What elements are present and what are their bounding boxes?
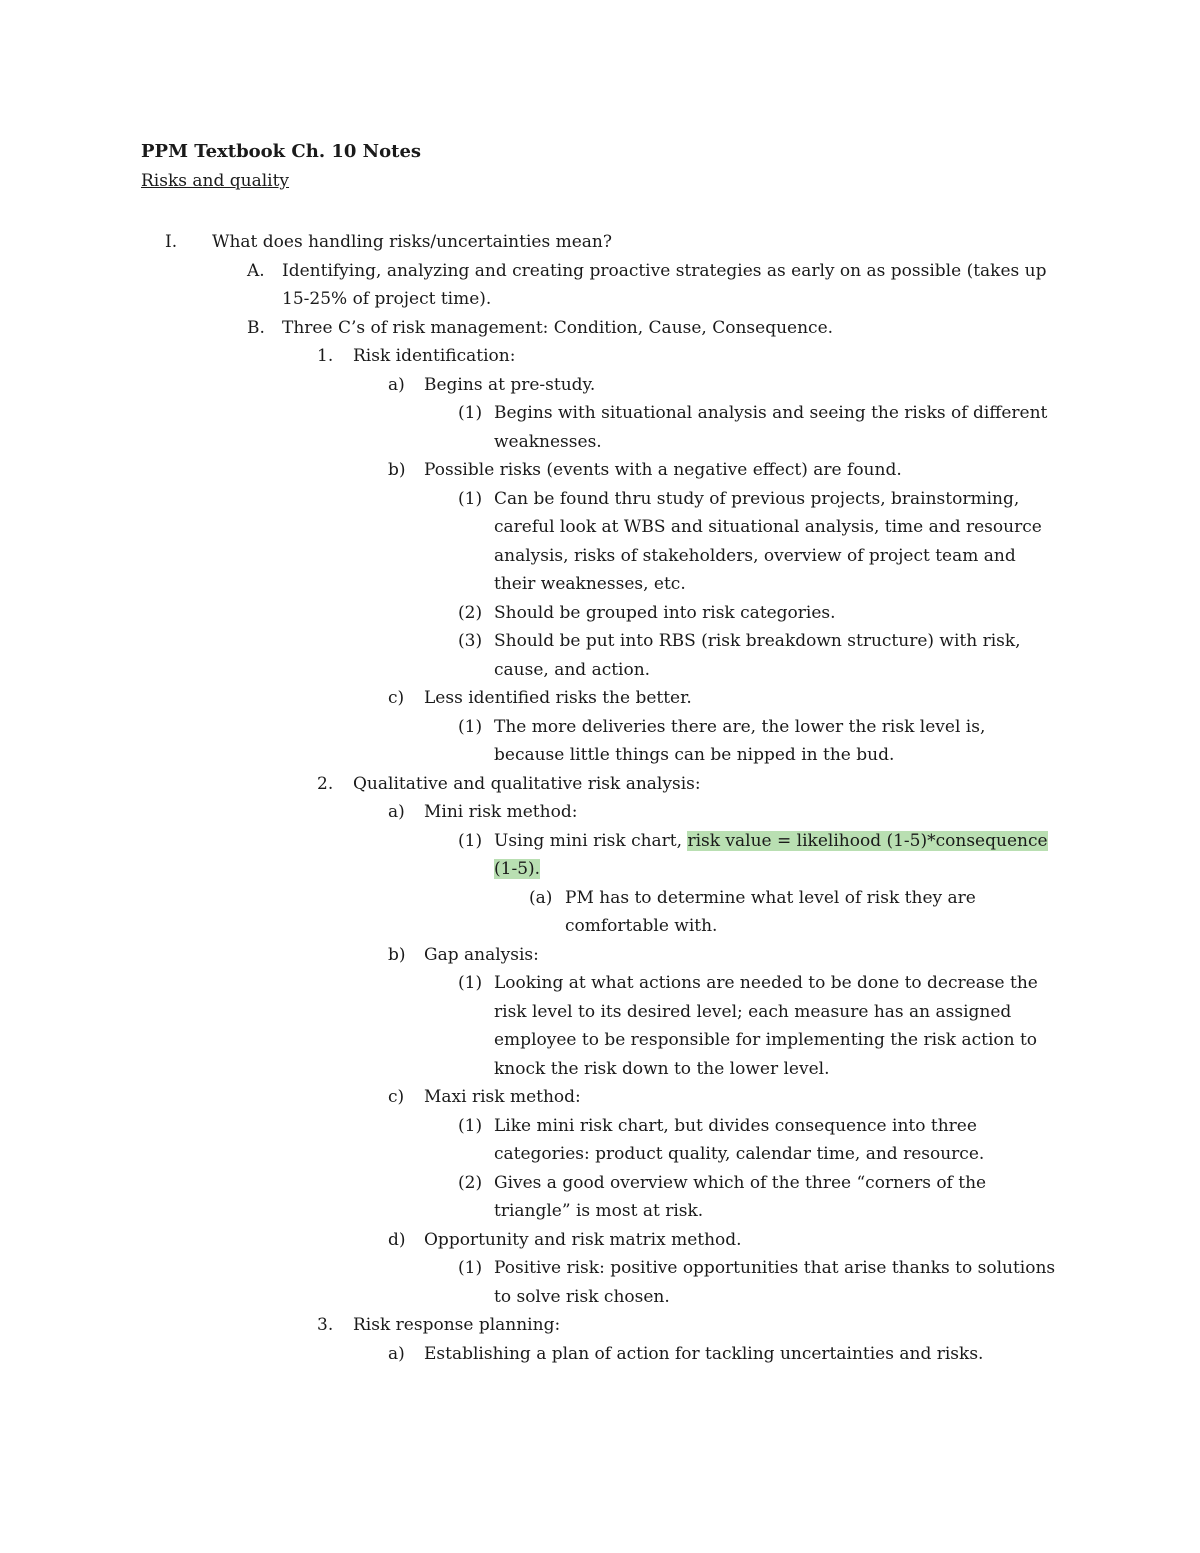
outline-item — [0, 1226, 1058, 1255]
outline-item-text — [565, 884, 1058, 941]
item-text: Looking at what actions are needed to be done to decrease the risk level to its desired level; each measure has an assigned employee to be responsible for implementing the risk action to knock the risk down to the lower level. — [494, 973, 1038, 1079]
outline-item-text — [494, 969, 1058, 1083]
list-marker: (1) — [458, 1258, 483, 1278]
list-marker: a) — [388, 1343, 405, 1364]
item-text: Risk response planning: — [353, 1315, 561, 1335]
list-marker: a) — [388, 374, 405, 395]
item-text: Begins at pre-study. — [424, 374, 596, 395]
item-text: Opportunity and risk matrix method. — [424, 1229, 742, 1250]
item-text: Qualitative and qualitative risk analysis: — [353, 773, 701, 794]
outline-item — [0, 228, 1058, 257]
outline-item-text — [353, 342, 1058, 371]
item-text: Like mini risk chart, but divides consequence into three categories: product quality, calendar time, and resource. — [494, 1115, 985, 1164]
outline-item-text — [494, 485, 1058, 599]
outline-item — [0, 456, 1058, 485]
outline-item-text — [494, 827, 1058, 884]
list-marker: I. — [165, 232, 178, 252]
item-text: Three C’s of risk management: Condition, Cause, Consequence. — [282, 317, 834, 338]
document-subtitle: Risks and quality — [141, 171, 290, 191]
outline-item — [0, 969, 1058, 1083]
list-marker: 3. — [317, 1315, 334, 1335]
outline-item — [0, 627, 1058, 684]
list-marker: A. — [247, 260, 265, 281]
list-marker: a) — [388, 802, 405, 822]
list-marker: (3) — [458, 631, 483, 651]
list-marker: (2) — [458, 1172, 483, 1193]
outline-item — [0, 342, 1058, 371]
item-text: Can be found thru study of previous projects, brainstorming, careful look at WBS and situational analysis, time and resource analysis, risks of stakeholders, overview of project team and their weaknesses, etc. — [494, 488, 1042, 594]
outline-item — [0, 884, 1058, 941]
item-text: Gap analysis: — [424, 944, 539, 965]
outline-item-text — [494, 1112, 1058, 1169]
outline-item — [0, 770, 1058, 799]
list-marker: (1) — [458, 403, 483, 423]
outline-item — [0, 1340, 1058, 1369]
outline-item-text — [424, 1340, 1058, 1369]
list-marker: (1) — [458, 716, 483, 737]
item-text: Gives a good overview which of the three “corners of the triangle” is most at risk. — [494, 1172, 987, 1221]
outline-item-text — [424, 371, 1058, 400]
outline-item-text — [494, 627, 1058, 684]
list-marker: B. — [247, 317, 265, 338]
list-marker: c) — [388, 688, 405, 708]
outline-item — [0, 827, 1058, 884]
outline-item-text — [353, 1311, 1058, 1340]
outline-item-text — [282, 257, 1058, 314]
list-marker: 1. — [317, 346, 334, 366]
outline-item-text — [424, 941, 1058, 970]
outline-item — [0, 599, 1058, 628]
outline-item-text — [282, 314, 1058, 343]
list-marker: (1) — [458, 830, 483, 851]
outline-item — [0, 713, 1058, 770]
list-marker: (1) — [458, 488, 483, 509]
item-text: What does handling risks/uncertainties mean? — [212, 232, 612, 252]
list-marker: (a) — [529, 887, 553, 908]
outline-item — [0, 1112, 1058, 1169]
list-marker: b) — [388, 944, 406, 965]
outline-item-text — [424, 684, 1058, 713]
outline-item-text — [424, 1226, 1058, 1255]
outline-item — [0, 371, 1058, 400]
outline-item — [0, 684, 1058, 713]
item-text: Less identified risks the better. — [424, 688, 692, 708]
outline-item-text — [494, 399, 1058, 456]
list-marker: c) — [388, 1087, 405, 1107]
item-text: Identifying, analyzing and creating proactive strategies as early on as possible (takes up 15-25% of project time). — [282, 260, 1047, 309]
outline-item — [0, 1311, 1058, 1340]
document-title: PPM Textbook Ch. 10 Notes — [141, 141, 422, 162]
highlighted-formula: risk value = likelihood (1-5)*consequence (1-5). — [494, 830, 1048, 879]
outline-item — [0, 485, 1058, 599]
item-text: Mini risk method: — [424, 802, 578, 822]
outline-item — [0, 1254, 1058, 1311]
item-text: Using mini risk chart, — [494, 830, 688, 851]
item-text: The more deliveries there are, the lower the risk level is, because little things can be nipped in the bud. — [494, 716, 986, 765]
item-text: Risk identification: — [353, 346, 516, 366]
item-text: PM has to determine what level of risk they are comfortable with. — [565, 887, 976, 936]
list-marker: (1) — [458, 973, 483, 993]
item-text: Establishing a plan of action for tackling uncertainties and risks. — [424, 1343, 984, 1364]
outline-item — [0, 798, 1058, 827]
list-marker: (2) — [458, 602, 483, 623]
outline-item-text — [353, 770, 1058, 799]
outline-item — [0, 257, 1058, 314]
list-marker: 2. — [317, 773, 334, 794]
outline-item — [0, 1169, 1058, 1226]
item-text: Possible risks (events with a negative effect) are found. — [424, 460, 902, 480]
item-text: Maxi risk method: — [424, 1087, 581, 1107]
outline-item — [0, 399, 1058, 456]
item-text: Positive risk: positive opportunities that arise thanks to solutions to solve risk chosen. — [494, 1258, 1056, 1307]
list-marker: d) — [388, 1229, 406, 1250]
list-marker: (1) — [458, 1115, 483, 1136]
outline-item-text — [494, 599, 1058, 628]
outline-item-text — [424, 798, 1058, 827]
item-text: Should be put into RBS (risk breakdown structure) with risk, cause, and action. — [494, 631, 1021, 680]
item-text: Should be grouped into risk categories. — [494, 602, 836, 623]
outline-item-text — [494, 1254, 1058, 1311]
notes-outline — [0, 228, 1200, 1368]
outline-item-text — [494, 1169, 1058, 1226]
outline-item — [0, 1083, 1058, 1112]
list-marker: b) — [388, 460, 406, 480]
outline-item — [0, 314, 1058, 343]
outline-item — [0, 941, 1058, 970]
outline-item-text — [424, 1083, 1058, 1112]
outline-item-text — [494, 713, 1058, 770]
item-text: Begins with situational analysis and seeing the risks of different weaknesses. — [494, 403, 1048, 452]
outline-item-text — [424, 456, 1058, 485]
outline-item-text — [212, 228, 1058, 257]
